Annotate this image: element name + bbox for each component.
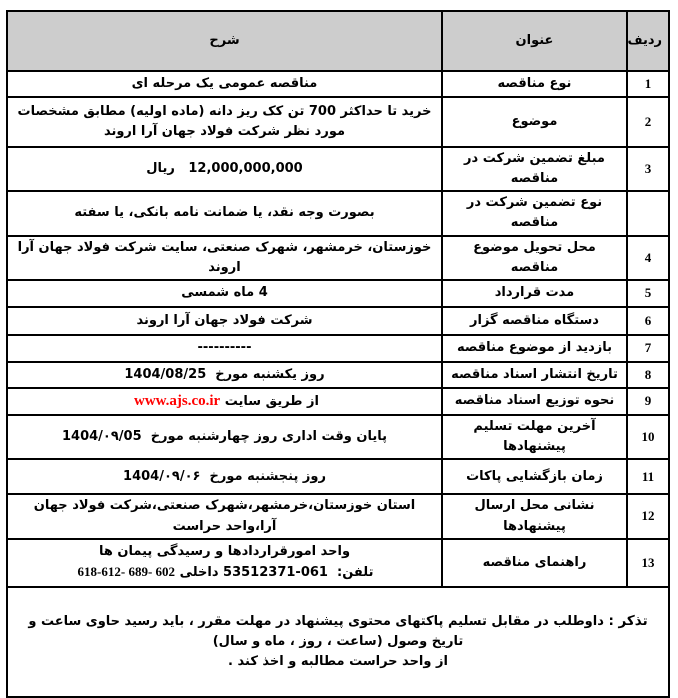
row-number: 8 [627, 362, 669, 388]
row-description [7, 539, 442, 587]
phone-number: تلفن: 061-53512371 داخلی [179, 565, 374, 581]
row-number [627, 191, 669, 235]
note-text-1: داوطلب در مقابل تسلیم پاکتهای محتوی پیشنهاد در مهلت مقرر ، باید رسید حاوی ساعت و تاریخ وصول (ساعت ، روز ، ماه و سال) [28, 613, 604, 650]
row-title: آخرین مهلت تسلیم پیشنهادها [442, 415, 627, 459]
row-number: 11 [627, 459, 669, 494]
table-row [7, 307, 669, 335]
row-number: 12 [627, 494, 669, 538]
footer-note-row [7, 587, 669, 697]
row-title: تاریخ انتشار اسناد مناقصه [442, 362, 627, 388]
row-number: 7 [627, 335, 669, 362]
contract-unit-line: واحد امورقراردادها و رسیدگی پیمان ها [98, 544, 351, 560]
row-number: 2 [627, 97, 669, 147]
row-description: بصورت وجه نقد، یا ضمانت نامه بانکی، یا سفته [7, 191, 442, 235]
table-row [7, 388, 669, 415]
row-number: 4 [627, 236, 669, 280]
row-number: 3 [627, 147, 669, 191]
row-description: مناقصه عمومی یک مرحله ای [7, 71, 442, 97]
table-row [7, 362, 669, 388]
row-description: خوزستان، خرمشهر، شهرک صنعتی، سایت شرکت فولاد جهان آرا اروند [7, 236, 442, 280]
row-number: 9 [627, 388, 669, 415]
header-row-number: ردیف [627, 11, 669, 71]
row-description: 4 ماه شمسی [7, 280, 442, 307]
table-row [7, 415, 669, 459]
header-row [7, 11, 669, 71]
row-title: بازدید از موضوع مناقصه [442, 335, 627, 362]
row-description: شرکت فولاد جهان آرا اروند [7, 307, 442, 335]
note-label: تذکر : [608, 612, 648, 629]
row-number: 5 [627, 280, 669, 307]
table-row [7, 539, 669, 587]
row-title: زمان بازگشایی پاکات [442, 459, 627, 494]
row-title: نوع مناقصه [442, 71, 627, 97]
row-description: روز یکشنبه مورخ 1404/08/25 [7, 362, 442, 388]
row-number: 6 [627, 307, 669, 335]
table-row [7, 71, 669, 97]
row-description: استان خوزستان،خرمشهر،شهرک صنعتی،شرکت فولاد جهان آرا،واحد حراست [7, 494, 442, 538]
table-row [7, 459, 669, 494]
row-title: مبلغ تضمین شرکت در مناقصه [442, 147, 627, 191]
table-row [7, 280, 669, 307]
phone-extensions: 618-612- 689- 602 [77, 564, 176, 580]
row-number: 1 [627, 71, 669, 97]
row-title: موضوع [442, 97, 627, 147]
phone-line [14, 562, 435, 583]
row-description: 12,000,000,000 ریال [7, 147, 442, 191]
row-number: 13 [627, 539, 669, 587]
website-link[interactable]: www.ajs.co.ir [133, 392, 221, 409]
row-description: خرید تا حداکثر 700 تن کک ریز دانه (ماده اولیه) مطابق مشخصات مورد نظر شرکت فولاد جهان آرا اروند [7, 97, 442, 147]
row-title: مدت قرارداد [442, 280, 627, 307]
table-row [7, 191, 669, 235]
distribution-method-text: از طریق سایت [224, 393, 319, 409]
header-title: عنوان [442, 11, 627, 71]
row-description: پایان وقت اداری روز چهارشنبه مورخ 1404/۰۹/05 [7, 415, 442, 459]
row-number: 10 [627, 415, 669, 459]
header-description: شرح [7, 11, 442, 71]
table-row [7, 494, 669, 538]
row-title: محل تحویل موضوع مناقصه [442, 236, 627, 280]
row-description: روز پنجشنبه مورخ 1404/۰۹/۰۶ [7, 459, 442, 494]
row-title: نوع تضمین شرکت در مناقصه [442, 191, 627, 235]
tender-table [6, 10, 670, 698]
row-description: ---------- [7, 335, 442, 362]
footer-note-line-1 [14, 611, 662, 652]
table-row [7, 97, 669, 147]
table-row [7, 147, 669, 191]
footer-note-cell [7, 587, 669, 697]
row-description [7, 388, 442, 415]
footer-note-line-2: از واحد حراست مطالبه و اخذ کند . [228, 654, 448, 670]
row-title: راهنمای مناقصه [442, 539, 627, 587]
table-row [7, 335, 669, 362]
table-row [7, 236, 669, 280]
row-title: نحوه توزیع اسناد مناقصه [442, 388, 627, 415]
row-title: نشانی محل ارسال پیشنهادها [442, 494, 627, 538]
row-title: دستگاه مناقصه گزار [442, 307, 627, 335]
